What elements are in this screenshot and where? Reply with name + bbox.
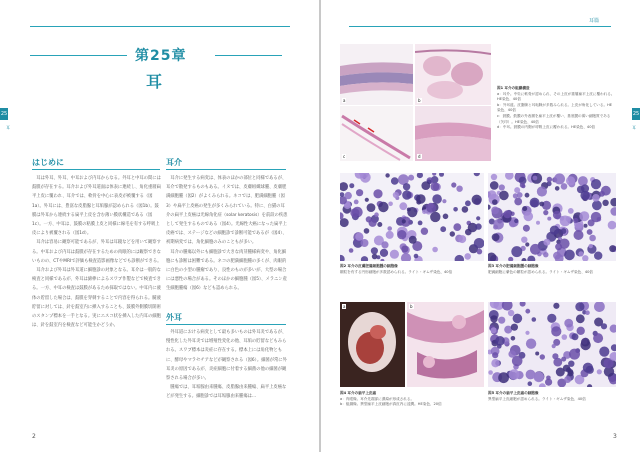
stained-cell	[365, 198, 369, 202]
stained-cell	[526, 339, 536, 349]
stained-cell	[573, 218, 578, 223]
squamous-carcinoma-histology-image	[407, 302, 484, 387]
stained-cell	[525, 331, 529, 335]
stained-cell	[546, 376, 551, 381]
figure-5-caption	[488, 391, 616, 402]
stained-cell	[495, 336, 505, 346]
figure-2-cytology-image	[340, 173, 484, 261]
stained-cell	[522, 206, 527, 211]
stained-cell	[543, 239, 550, 246]
figure-2-caption	[340, 264, 482, 275]
section-heading-intro: はじめに	[32, 158, 64, 167]
stained-cell	[533, 372, 544, 383]
figure-4-legend-b: b：組織像。異型扁平上皮細胞が真皮内に浸潤。HE染色、20倍	[340, 402, 442, 407]
stained-cell	[490, 315, 497, 322]
stained-cell	[584, 224, 588, 228]
stained-cell	[581, 338, 590, 347]
stained-cell	[442, 199, 446, 203]
figure-4a-gross-photo	[340, 302, 405, 387]
stained-cell	[513, 193, 518, 198]
stained-cell	[432, 194, 442, 204]
stained-cell	[488, 370, 493, 375]
stained-cell	[511, 246, 522, 257]
stained-cell	[537, 186, 547, 196]
stained-cell	[403, 183, 410, 190]
panel-label: d	[418, 154, 421, 159]
stained-cell	[539, 202, 544, 207]
stained-cell	[431, 182, 440, 191]
intro-column	[32, 174, 162, 330]
stained-cell	[407, 207, 417, 217]
ear-lesion-photo	[340, 302, 405, 387]
stained-cell	[340, 218, 349, 227]
stained-cell	[525, 193, 530, 198]
auricle-paragraph: 耳介の腫瘍以外にも細胞診で大きな肉芽腫様病変や、角化細胞にも診断は困難である。ネコの肥満細胞腫の多くが、肉眼的に白色の小型の腫瘤であり、良性のものが多いが、大型の場合には悪性の場合がある。そのほかの細胞腫（図5）、メラニン産生細胞腫瘍（図6）なども認められる。	[166, 249, 287, 292]
stained-cell	[477, 249, 483, 255]
stained-cell	[593, 333, 603, 343]
stained-cell	[372, 254, 378, 260]
stained-cell	[524, 212, 534, 222]
external-ear-paragraph: 腫瘍では、耳垢腺由来腫瘍、皮脂腺由来腫瘍、扁平上皮癌などが発生する。細胞診では耳垢腺由来腫瘍は…	[166, 385, 287, 400]
figure-1-legend-b: b：外耳道。皮脂腺と耳垢腺が多数みられる。上皮が角化している。HE染色、40倍	[497, 102, 613, 113]
section-rule	[166, 324, 286, 325]
stained-cell	[373, 189, 382, 198]
external-ear-paragraph: 外耳道における病変として最も多いものは外耳炎であるが、慢性化した外耳炎では増殖性変化の他、耳垢の貯留などもみられる。スワブ標本は炎症に存在する。標本上には角化物ともに、酵母やマラセチアなどが観察される（図6）。細菌が常に外耳炎の原因であるが、炎症細胞に付着する細菌の他の細菌が観察される場合が多い。	[166, 330, 287, 382]
figure-5-cytology-image	[488, 302, 616, 387]
auricle-paragraph: 耳介に発生する病変は、体表のほかの部位と同様であるが、耳介で散発するものもある。イヌでは、皮膚組織球腫、皮膚肥満細胞腫（図2）がよくみられる。ネコでは、肥満細胞腫（図3）や扁平上皮癌の発生が多くみられている。特に、白猫の耳介の扁平上皮癌は光線角化症（solar keratosis）を前段の疾患として発生するものである（図4）。光線性大癌になった扁平上皮癌では、ステージなどの細胞診で診断可能であるが（図4）、初期病変では、角化細胞のみのこともが多い。	[166, 176, 288, 246]
stained-cell	[602, 200, 608, 206]
stained-cell	[533, 176, 538, 181]
stained-cell	[381, 241, 388, 248]
stained-cell	[443, 214, 449, 220]
stained-cell	[475, 223, 481, 229]
stained-cell	[491, 174, 497, 180]
stained-cell	[464, 253, 471, 260]
right-page	[321, 0, 640, 452]
stained-cell	[508, 310, 514, 316]
stained-cell	[450, 231, 455, 236]
section-rule	[32, 169, 160, 170]
stained-cell	[499, 191, 509, 201]
squamous-cell-cytology-image	[488, 302, 616, 387]
stained-cell	[525, 309, 530, 314]
chapter-number: 第25章	[135, 48, 187, 64]
stained-cell	[511, 336, 516, 341]
stained-cell	[374, 212, 379, 217]
header-rule	[30, 26, 290, 27]
stained-cell	[418, 221, 423, 226]
stained-cell	[566, 176, 575, 185]
stained-cell	[553, 211, 561, 219]
stained-cell	[543, 252, 548, 257]
chapter-tab-label: 耳	[632, 125, 636, 130]
stained-cell	[554, 173, 565, 184]
stained-cell	[561, 183, 568, 190]
page-number: 3	[613, 433, 617, 440]
figure-1b-external-canal-histology	[415, 44, 491, 105]
stained-cell	[498, 372, 509, 383]
stained-cell	[552, 344, 556, 348]
stained-cell	[491, 207, 499, 215]
stained-cell	[476, 216, 480, 220]
figure-4-caption	[340, 391, 484, 408]
figure-4b-histology	[407, 302, 484, 387]
stained-cell	[432, 247, 438, 253]
figure-1-legend-a: a：耳介。中央に軟骨が認められ、その上皮が重層扁平上皮に覆われる。HE染色、40倍	[497, 91, 615, 102]
stained-cell	[589, 235, 596, 242]
tympanic-membrane-histology-image	[340, 106, 413, 161]
stained-cell	[462, 206, 469, 213]
figure-3-cytology-image	[488, 173, 616, 261]
stained-cell	[559, 239, 569, 249]
figure-5-title: 図5 耳介の扁平上皮癌の細胞像	[488, 391, 539, 395]
stained-cell	[564, 376, 571, 383]
figure-3-text: 肥満細胞に紫色の顆粒が認められる。ライト・ギムザ染色、40倍	[488, 269, 593, 274]
stained-cell	[580, 191, 589, 200]
stained-cell	[356, 189, 363, 196]
stained-cell	[391, 177, 399, 185]
stained-cell	[401, 246, 408, 253]
stained-cell	[514, 219, 518, 223]
section-heading-external-ear: 外耳	[166, 313, 182, 322]
stained-cell	[399, 202, 407, 210]
stained-cell	[385, 173, 389, 177]
auricle-column	[166, 174, 288, 294]
stained-cell	[492, 352, 498, 358]
stained-cell	[599, 347, 609, 357]
stained-cell	[490, 181, 499, 190]
header-rule	[349, 26, 611, 27]
stained-cell	[426, 203, 436, 213]
stained-cell	[597, 369, 602, 374]
figure-1-legend-d: d：中耳。鼓膜の内側が呼吸上皮に覆われる。HE染色、40倍	[497, 125, 596, 130]
stained-cell	[523, 225, 530, 232]
stained-cell	[402, 219, 406, 223]
intro-paragraph: 耳介は容易に観察可能であるが、外耳は耳鏡などを用いて観察する。中耳および内耳は鼓膜が存在するための肉眼的には観察できないものの、CTやMRIで評価も検査造影画像などでも診断ができる。	[32, 240, 162, 264]
stained-cell	[465, 229, 472, 236]
stained-cell	[528, 381, 533, 386]
stained-cell	[594, 252, 602, 260]
chapter-tab-label: 耳	[6, 125, 10, 130]
figure-1-caption	[497, 86, 615, 131]
stained-cell	[536, 221, 540, 225]
stained-cell	[508, 350, 516, 358]
stained-cell	[355, 233, 363, 241]
stained-cell	[578, 251, 583, 256]
stained-cell	[493, 225, 498, 230]
stained-cell	[472, 195, 482, 205]
stained-cell	[530, 198, 540, 208]
chapter-title: 耳	[146, 72, 163, 91]
stained-cell	[421, 181, 430, 190]
stained-cell	[547, 314, 556, 323]
stained-cell	[562, 334, 568, 340]
external-canal-histology-image	[415, 44, 491, 105]
figure-3-caption	[488, 264, 616, 275]
stained-cell	[568, 208, 574, 214]
figure-1c-tympanic-membrane-histology	[340, 106, 413, 161]
stained-cell	[350, 208, 359, 217]
stained-cell	[499, 184, 505, 190]
stained-cell	[349, 183, 354, 188]
panel-label: a	[343, 304, 346, 309]
stained-cell	[543, 210, 548, 215]
stained-cell	[514, 198, 522, 206]
stained-cell	[397, 230, 406, 239]
figure-1a-auricle-histology	[340, 44, 413, 105]
stained-cell	[555, 186, 560, 191]
intro-paragraph: 耳は外耳、外耳、中耳および内耳からなる。外耳と中耳の間には鼓膜が存在する。耳介および外耳道面は体表に連続し、角化重層扁平上皮に覆われ、耳介では、軟骨を中心に表皮が被覆する（図1a）。外耳には、豊富な皮脂腺と耳垢腺が認められる（図1b）。鼓膜は外耳から連続する扁平上皮を含む薄い膜状構造である（図1c）。一方、中耳は、鼓膜の粘膜上皮と同様に線毛を有する呼吸上皮により被覆される（図1d）。	[32, 176, 161, 237]
stained-cell	[569, 349, 580, 360]
page-number: 2	[32, 433, 36, 440]
stained-cell	[456, 186, 462, 192]
stained-cell	[492, 233, 500, 241]
stained-cell	[380, 249, 388, 257]
section-rule	[166, 169, 286, 170]
figure-4-legend-a: a：肉眼像。耳介先端部に潰瘍が形成される。	[340, 396, 415, 401]
stained-cell	[560, 216, 571, 227]
stained-cell	[561, 357, 566, 362]
middle-ear-histology-image	[415, 106, 491, 161]
stained-cell	[601, 323, 607, 329]
panel-label: b	[410, 304, 413, 309]
stained-cell	[551, 326, 561, 336]
stained-cell	[592, 194, 600, 202]
stained-cell	[535, 352, 539, 356]
stained-cell	[550, 226, 559, 235]
stained-cell	[361, 239, 369, 247]
stained-cell	[465, 200, 471, 206]
stained-cell	[364, 228, 370, 234]
stained-cell	[591, 179, 601, 189]
stained-cell	[440, 226, 446, 232]
figure-1-legend-c: c：鼓膜。鼓膜の外表層を扁平上皮が覆い、基底膜の薄い細胞質である（矢印）。HE染色、40倍	[497, 113, 611, 124]
stained-cell	[498, 317, 505, 324]
chapter-tab: 25	[632, 108, 640, 120]
stained-cell	[421, 228, 428, 235]
stained-cell	[409, 236, 417, 244]
external-ear-column	[166, 328, 288, 402]
stained-cell	[609, 245, 616, 252]
stained-cell	[530, 244, 541, 255]
running-head: 耳篇	[589, 18, 600, 24]
stained-cell	[458, 235, 466, 243]
stained-cell	[491, 359, 499, 367]
stained-cell	[509, 369, 520, 380]
mast-cell-cytology-image	[340, 173, 484, 261]
figure-4-title: 図4 耳介の扁平上皮癌	[340, 391, 377, 395]
figure-1d-middle-ear-histology	[415, 106, 491, 161]
section-heading-auricle: 耳介	[166, 158, 182, 167]
stained-cell	[511, 324, 518, 331]
stained-cell	[578, 176, 588, 186]
stained-cell	[387, 226, 392, 231]
panel-label: b	[418, 98, 421, 103]
stained-cell	[572, 333, 579, 340]
stained-cell	[349, 248, 354, 253]
stained-cell	[503, 210, 511, 218]
panel-label: c	[343, 154, 346, 159]
stained-cell	[393, 192, 399, 198]
stained-cell	[474, 238, 484, 249]
stained-cell	[451, 182, 456, 187]
stained-cell	[547, 217, 551, 221]
figure-3-title: 図3 耳介の肥満細胞腫の細胞像	[488, 264, 539, 268]
stained-cell	[591, 212, 601, 222]
chapter-tab: 25	[0, 108, 8, 120]
stained-cell	[564, 250, 575, 261]
stained-cell	[599, 191, 605, 197]
auricle-histology-image	[340, 44, 413, 105]
stained-cell	[521, 237, 527, 243]
stained-cell	[576, 314, 585, 323]
panel-label: a	[343, 98, 346, 103]
stained-cell	[583, 363, 593, 373]
figure-1-title: 図1 耳介の組織構造	[497, 86, 530, 90]
stained-cell	[430, 212, 440, 222]
stained-cell	[592, 200, 602, 210]
stained-cell	[520, 183, 525, 188]
stained-cell	[378, 202, 388, 212]
mast-cell-cytology-image	[488, 173, 616, 261]
left-page	[0, 0, 319, 452]
stained-cell	[608, 221, 616, 230]
stained-cell	[453, 207, 458, 212]
stained-cell	[390, 250, 399, 259]
stained-cell	[585, 310, 590, 315]
stained-cell	[492, 199, 498, 205]
stained-cell	[553, 303, 559, 309]
stained-cell	[367, 203, 376, 212]
stained-cell	[575, 302, 584, 311]
stained-cell	[540, 354, 545, 359]
stained-cell	[513, 314, 523, 324]
stained-cell	[589, 244, 593, 248]
stained-cell	[388, 202, 393, 207]
stained-cell	[568, 361, 574, 367]
stained-cell	[491, 327, 497, 333]
stained-cell	[414, 254, 419, 259]
figure-5-text: 異型扁平上皮細胞が認められる。ライト・ギムザ染色、40倍	[488, 396, 586, 401]
stained-cell	[564, 319, 573, 328]
stained-cell	[547, 177, 552, 182]
stained-cell	[416, 194, 426, 204]
figure-2-text: 顆粒を有する円形細胞が多数認められる。ライト・ギムザ染色、40倍	[340, 269, 453, 274]
stained-cell	[552, 353, 558, 359]
stained-cell	[354, 200, 359, 205]
stained-cell	[587, 229, 593, 235]
stained-cell	[386, 231, 394, 239]
stained-cell	[402, 190, 411, 199]
stained-cell	[577, 327, 585, 335]
stained-cell	[579, 211, 589, 221]
stained-cell	[561, 228, 567, 234]
figure-2-title: 図2 耳介の皮膚肥満細胞腫の細胞像	[340, 264, 398, 268]
stained-cell	[345, 192, 352, 199]
stained-cell	[377, 222, 382, 227]
stained-cell	[369, 219, 377, 227]
stained-cell	[453, 223, 461, 231]
stained-cell	[574, 230, 584, 240]
stained-cell	[525, 242, 529, 246]
intro-paragraph: 耳介および外耳は外耳道に細胞診の対象となる。耳介は一般的な検査と同様であるが、外耳は綿棒によるスワブ作製などで検査できる。一方、中耳の検査は鼓膜があるため採取ではない。中耳内に液体の貯留した場合は、鼓膜を穿刺することで内容を得られる。髄液貯留に対しては、針を鼓室内に挿入することも、鼓膜外側膜切開術のスタンプ標本を一手となる。実にエスコ状を挿入した内耳の細胞は、針を鼓室内を検査など可能生かどうか。	[32, 268, 161, 329]
stained-cell	[532, 317, 537, 322]
stained-cell	[371, 247, 378, 254]
stained-cell	[408, 175, 414, 181]
